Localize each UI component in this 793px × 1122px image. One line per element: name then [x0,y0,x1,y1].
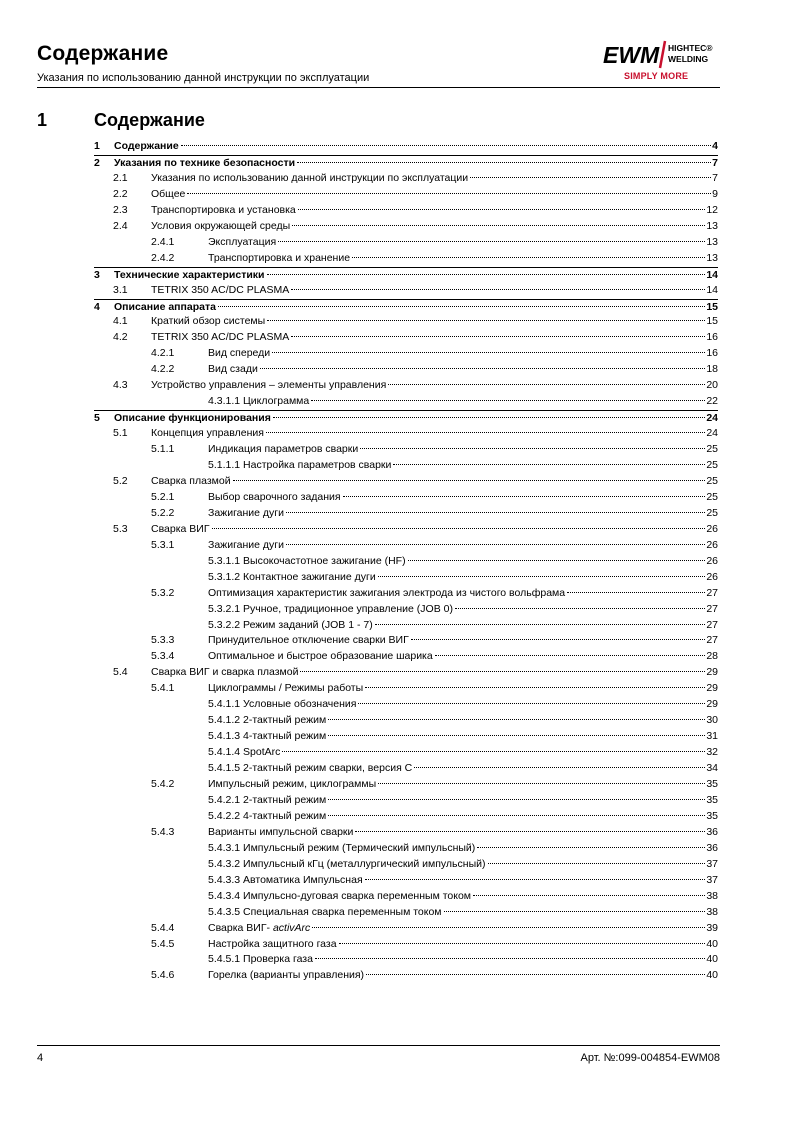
toc-entry[interactable] [113,665,718,680]
toc-entry[interactable] [208,889,718,904]
toc-entry-title: 5.4.1.4 SpotArc [208,746,281,759]
toc-entry[interactable] [113,378,718,393]
toc-entry-title: Сварка ВИГ [151,522,210,535]
toc-entry[interactable] [113,330,718,345]
toc-entry-title: 5.4.5.1 Проверка газа [208,953,313,966]
toc-leader-dots [408,560,706,561]
toc-entry-page: 40 [706,937,718,950]
toc-entry[interactable] [151,538,718,553]
toc-entry-number: 4.3 [113,379,128,392]
toc-entry-page: 32 [706,746,718,759]
toc-entry-number: 5.4.1 [151,682,175,695]
toc-entry-title: 5.1.1.1 Настройка параметров сварки [208,459,392,471]
toc-leader-dots [218,306,705,307]
toc-entry-title: 5.3.2.1 Ручное, традиционное управление (JOB 0) [208,602,453,615]
toc-entry-number: 2.1 [113,171,128,184]
toc-entry-page: 26 [706,522,718,535]
toc-entry-page: 30 [706,714,718,727]
toc-entry-page: 29 [706,666,718,679]
toc-entry[interactable] [113,314,718,329]
toc-entry[interactable] [113,426,718,441]
toc-entry[interactable] [113,171,718,186]
toc-entry-page: 16 [706,331,718,344]
toc-entry[interactable] [208,602,718,617]
toc-leader-dots [473,895,705,896]
toc-entry-page: 26 [706,554,718,567]
toc-entry[interactable] [151,346,718,361]
toc-entry[interactable] [208,697,718,712]
toc-entry-page: 14 [706,268,718,281]
toc-leader-dots [365,687,705,688]
toc-entry-title: Описание функционирования [114,412,271,425]
toc-entry-title: Эксплуатация [208,235,277,248]
toc-entry[interactable] [151,777,718,792]
toc-entry-title: Концепция управления [151,427,264,440]
toc-entry-number: 5.4 [113,666,128,679]
toc-entry-title: Принудительное отключение сварки ВИГ [208,634,409,647]
toc-entry-title: 5.4.1.2 2-тактный режим [208,714,327,727]
toc-leader-dots [411,639,706,640]
toc-entry-page: 25 [706,459,718,471]
toc-entry-page: 9 [712,187,718,200]
toc-entry-page: 20 [706,379,718,392]
toc-entry-title: 5.4.1.5 2-тактный режим сварки, версия C [208,762,413,775]
toc-entry-title: Условия окружающей среды [151,219,291,232]
toc-entry-number: 3 [94,268,100,281]
toc-entry-title: Краткий обзор системы [151,315,266,328]
toc-leader-dots [435,655,706,656]
toc-entry-title: TETRIX 350 AC/DC PLASMA [151,331,290,344]
toc-entry-page: 25 [706,506,718,519]
toc-entry[interactable] [208,745,718,760]
toc-entry[interactable] [151,649,718,664]
toc-entry-title: 5.3.2.2 Режим заданий (JOB 1 - 7) [208,618,373,631]
toc-leader-dots [360,448,705,449]
toc-entry[interactable] [208,394,718,409]
toc-leader-dots [187,193,711,194]
toc-entry-title: Устройство управления – элементы управления [151,379,387,392]
toc-entry-number: 5.4.6 [151,969,175,982]
toc-entry-title: Сварка ВИГ- activArc [208,921,311,934]
toc-leader-dots [266,432,705,433]
toc-leader-dots [375,624,706,625]
toc-entry[interactable] [113,522,718,537]
toc-leader-dots [212,528,706,529]
toc-leader-dots [378,576,706,577]
toc-leader-dots [455,608,705,609]
toc-entry-number: 5.4.2 [151,778,175,790]
toc-entry-number: 5.4.5 [151,937,175,950]
toc-entry[interactable] [113,283,718,298]
toc-entry-title: Оптимальное и быстрое образование шарика [208,650,433,663]
logo-brand-text: EWM [603,42,660,68]
toc-entry[interactable] [208,793,718,808]
toc-leader-dots [297,162,711,163]
toc-leader-dots [267,274,706,275]
toc-entry[interactable] [94,267,718,283]
toc-leader-dots [273,417,705,418]
toc-entry[interactable] [94,299,718,315]
toc-leader-dots [355,831,705,832]
toc-entry-number: 5 [94,412,100,425]
toc-leader-dots [343,496,706,497]
toc-leader-dots [292,225,705,226]
toc-leader-dots [298,209,706,210]
toc-entry-title: Содержание [114,140,179,152]
toc-entry-page: 28 [706,650,718,663]
footer-document-number: Арт. №:099-004854-EWM08 [580,1052,720,1064]
toc-entry-number: 5.2.2 [151,506,175,519]
toc-entry-number: 5.3.3 [151,634,175,647]
toc-entry-page: 39 [706,921,718,934]
toc-leader-dots [181,145,711,146]
toc-entry-title: 5.4.2.2 4-тактный режим [208,809,327,822]
toc-entry-number: 4.2.1 [151,347,175,360]
toc-entry-number: 2.4.1 [151,235,175,248]
toc-entry-number: 4 [94,300,100,313]
toc-entry[interactable] [151,362,718,377]
toc-entry-page: 38 [706,889,718,902]
logo-tagline-top: HIGHTEC® [668,43,713,53]
toc-entry-page: 27 [706,586,718,599]
toc-entry-page: 13 [706,235,718,248]
toc-entry[interactable] [208,713,718,728]
page-title: Содержание [37,42,169,65]
toc-entry-page: 35 [706,809,718,822]
toc-entry[interactable] [113,219,718,234]
toc-entry-page: 24 [706,412,718,425]
toc-entry-page: 25 [706,490,718,503]
toc-entry-page: 27 [706,602,718,615]
toc-entry[interactable] [151,235,718,250]
toc-leader-dots [567,592,705,593]
toc-entry[interactable] [208,841,718,856]
toc-entry-page: 31 [706,730,718,743]
toc-entry-title: 5.4.3.1 Импульсный режим (Термический импульсный) [208,841,476,854]
toc-entry-title: Циклограммы / Режимы работы [208,682,364,695]
toc-entry-title: Зажигание дуги [208,506,285,519]
toc-entry[interactable] [208,952,718,967]
toc-entry-number: 1 [94,140,100,152]
toc-entry-page: 36 [706,825,718,838]
toc-entry-title: Транспортировка и установка [151,203,296,216]
toc-entry-title: 5.4.3.5 Специальная сварка переменным током [208,905,442,918]
toc-entry-page: 35 [706,793,718,806]
toc-leader-dots [291,336,705,337]
toc-entry[interactable] [208,857,718,872]
toc-entry-page: 14 [706,283,718,296]
toc-entry[interactable] [208,458,718,473]
toc-entry[interactable] [208,554,718,569]
toc-leader-dots [365,879,706,880]
toc-entry[interactable] [151,506,718,521]
toc-entry-number: 4.2.2 [151,363,175,376]
toc-entry-page: 35 [706,778,718,790]
toc-leader-dots [366,974,705,975]
toc-entry-page: 7 [712,171,718,184]
toc-entry[interactable] [151,937,718,952]
page-subtitle: Указания по использованию данной инструкции по эксплуатации [37,72,370,84]
toc-entry-title: 5.4.3.2 Импульсный кГц (металлургический импульсный) [208,857,486,870]
toc-entry-number: 5.3.4 [151,650,175,663]
toc-entry-number: 4.2 [113,331,128,344]
toc-entry-page: 37 [706,857,718,870]
toc-leader-dots [233,480,706,481]
toc-leader-dots [328,799,705,800]
toc-entry-number: 2.4.2 [151,251,175,264]
toc-entry-number: 5.2.1 [151,490,175,503]
toc-entry-title: Транспортировка и хранение [208,251,351,264]
toc-leader-dots [358,703,705,704]
toc-entry-title: Технические характеристики [114,268,265,281]
toc-leader-dots [378,783,705,784]
toc-entry-page: 40 [706,969,718,982]
toc-leader-dots [352,257,705,258]
toc-leader-dots [286,512,705,513]
toc-entry-page: 15 [706,300,718,313]
toc-entry-page: 18 [706,363,718,376]
toc-entry-page: 22 [706,395,718,408]
toc-entry-number: 5.3 [113,522,128,535]
toc-entry-title: Горелка (варианты управления) [208,969,365,982]
toc-entry-page: 16 [706,347,718,360]
toc-entry-page: 7 [712,156,718,169]
toc-entry-title: 5.4.2.1 2-тактный режим [208,793,327,806]
toc-entry-page: 15 [706,315,718,328]
toc-entry-title: 4.3.1.1 Циклограмма [208,395,310,408]
toc-entry-number: 4.1 [113,315,128,328]
toc-leader-dots [470,177,711,178]
toc-entry-number: 2 [94,156,100,169]
toc-leader-dots [339,943,706,944]
toc-entry[interactable] [208,761,718,776]
toc-entry[interactable] [151,825,718,840]
toc-entry-page: 34 [706,762,718,775]
toc-entry-number: 2.4 [113,219,128,232]
toc-entry-title: Выбор сварочного задания [208,490,341,503]
toc-entry-number: 2.2 [113,187,128,200]
toc-entry[interactable] [208,570,718,585]
toc-leader-dots [393,464,705,465]
toc-entry-number: 5.1 [113,427,128,440]
toc-entry[interactable] [208,809,718,824]
toc-entry-title: Импульсный режим, циклограммы [208,778,377,790]
toc-entry-title: 5.4.1.3 4-тактный режим [208,730,327,743]
toc-entry-title: Вид сзади [208,363,258,376]
toc-entry-page: 36 [706,841,718,854]
toc-entry-title: Оптимизация характеристик зажигания электрода из чистого вольфрама [208,586,566,599]
toc-leader-dots [414,767,705,768]
toc-entry-page: 26 [706,570,718,583]
footer-page-number: 4 [37,1052,44,1064]
toc-entry[interactable] [151,251,718,266]
section-title: Содержание [94,110,205,130]
toc-entry-page: 27 [706,618,718,631]
toc-entry-page: 25 [706,443,718,456]
toc-entry[interactable] [94,139,718,154]
toc-entry[interactable] [208,873,718,888]
toc-entry[interactable] [208,729,718,744]
toc-entry[interactable] [151,968,718,983]
toc-entry-number: 5.1.1 [151,443,175,456]
logo-tagline-bottom: WELDING [668,54,709,64]
toc-entry[interactable] [113,187,718,202]
toc-entry-page: 29 [706,698,718,711]
toc-leader-dots [477,847,705,848]
toc-entry[interactable] [208,618,718,633]
logo-slogan: SIMPLY MORE [624,71,689,81]
toc-entry-page: 13 [706,219,718,232]
toc-leader-dots [278,241,705,242]
toc-entry[interactable] [113,203,718,218]
toc-entry-number: 5.4.4 [151,921,175,934]
toc-leader-dots [312,927,705,928]
toc-entry-title: Настройка защитного газа [208,937,337,950]
toc-entry[interactable] [208,905,718,920]
toc-entry-title: Описание аппарата [114,300,216,313]
toc-entry-page: 29 [706,682,718,695]
toc-entry-title: 5.4.3.4 Импульсно-дуговая сварка переменным током [208,889,472,902]
toc-entry-page: 25 [706,474,718,487]
toc-entry-title: Общее [151,187,186,200]
toc-entry-page: 26 [706,538,718,551]
toc-entry[interactable] [151,633,718,648]
toc-entry-title: Вид спереди [208,347,271,360]
toc-leader-dots [272,352,705,353]
toc-entry-title: 5.4.3.3 Автоматика Импульсная [208,873,363,886]
toc-leader-dots [488,863,706,864]
toc-entry-page: 4 [712,140,718,152]
toc-entry-page: 12 [706,203,718,216]
toc-entry-title: Указания по использованию данной инструкции по эксплуатации [151,171,469,184]
toc-entry[interactable] [113,474,718,489]
toc-entry-title: TETRIX 350 AC/DC PLASMA [151,283,290,296]
toc-entry-title: Индикация параметров сварки [208,443,359,456]
toc-entry[interactable] [94,410,718,426]
toc-leader-dots [260,368,706,369]
section-number: 1 [37,110,48,130]
toc-leader-dots [315,958,705,959]
toc-entry[interactable] [151,586,718,601]
toc-entry-number: 3.1 [113,283,128,296]
toc-entry-page: 27 [706,634,718,647]
toc-leader-dots [444,911,706,912]
toc-entry-page: 40 [706,953,718,966]
toc-entry-title: 5.4.1.1 Условные обозначения [208,698,357,711]
toc-entry-title: 5.3.1.2 Контактное зажигание дуги [208,570,376,583]
toc-leader-dots [286,544,705,545]
toc-entry-title: Сварка ВИГ и сварка плазмой [151,666,299,679]
toc-entry-number: 5.3.1 [151,538,175,551]
toc-leader-dots [300,671,705,672]
toc-entry-page: 24 [706,427,718,440]
toc-entry-number: 5.4.3 [151,825,175,838]
toc-entry-title: Указания по технике безопасности [114,156,296,169]
toc-entry-number: 2.3 [113,203,128,216]
toc-leader-dots [291,289,705,290]
toc-entry[interactable] [151,490,718,505]
toc-entry-title: Сварка плазмой [151,474,231,487]
toc-entry[interactable] [151,442,718,457]
toc-entry-number: 5.2 [113,474,128,487]
toc-entry-title: Варианты импульсной сварки [208,825,354,838]
toc-entry[interactable] [151,921,718,936]
toc-entry-page: 38 [706,905,718,918]
toc-leader-dots [328,815,705,816]
toc-entry-page: 13 [706,251,718,264]
toc-leader-dots [267,320,705,321]
toc-leader-dots [388,384,705,385]
toc-leader-dots [328,719,705,720]
toc-entry[interactable] [151,681,718,696]
toc-leader-dots [311,400,705,401]
toc-entry-number: 5.3.2 [151,586,175,599]
footer-divider [37,1045,720,1046]
toc-entry[interactable] [94,155,718,171]
toc-entry-title: 5.3.1.1 Высокочастотное зажигание (HF) [208,554,406,567]
toc-entry-page: 37 [706,873,718,886]
toc-leader-dots [328,735,705,736]
toc-entry-title: Зажигание дуги [208,538,285,551]
toc-leader-dots [282,751,705,752]
